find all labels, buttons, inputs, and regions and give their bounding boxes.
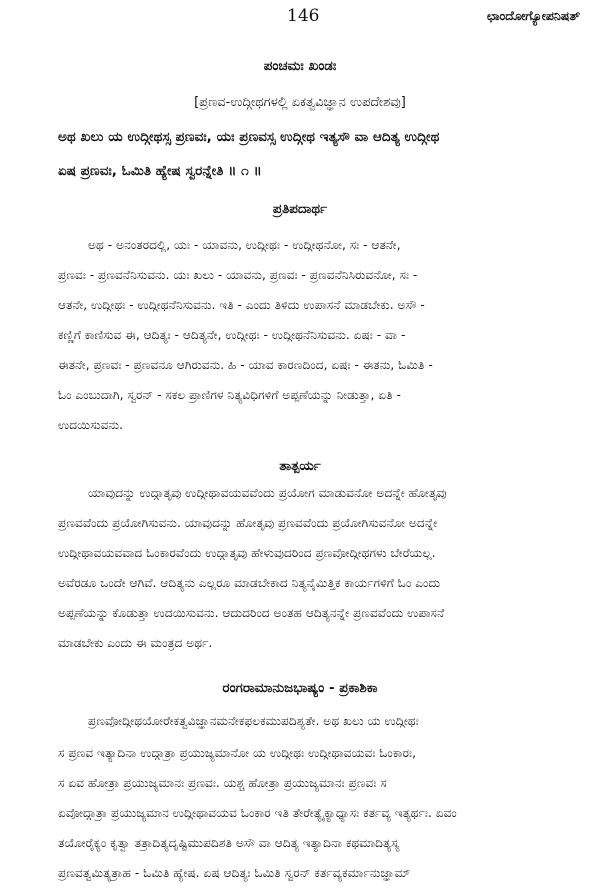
page-number: 146 <box>287 6 320 26</box>
mantra-line: ಏಷ ಪ್ರಣವಃ, ಓಮಿತಿ ಹ್ಯೇಷ ಸ್ವರನ್ನೇತಿ ॥ ೧ ॥ <box>58 163 262 179</box>
word-meaning-line: ಪ್ರಣವಃ - ಪ್ರಣವನೆನಿಸುವನು. ಯಃ ಖಲು - ಯಾವನು, ಪ್ರಣವಃ - ಪ್ರಣವನೆನಿಸಿರುವನೋ, ಸಃ - <box>58 268 418 282</box>
section-title: ಪಂಚಮಃ ಖಂಡಃ <box>263 58 337 74</box>
running-title: ಛಾಂದೋಗ್ಯೋಪನಿಷತ್ <box>487 8 580 23</box>
word-meaning-line: ಓಂ ಎಂಬುದಾಗಿ, ಸ್ವರನ್ - ಸಕಲ ಪ್ರಾಣಿಗಳ ನಿತ್ಯವಿಧಿಗಳಿಗೆ ಅಪ್ಪಣೆಯನ್ನು ನೀಡುತ್ತಾ, ಏತಿ - <box>58 388 401 402</box>
word-meaning-line: ಕಣ್ಣಿಗೆ ಕಾಣಿಸುವ ಈ, ಆದಿತ್ಯಃ - ಆದಿತ್ಯನೇ, ಉದ್ಗೀಥಃ - ಉದ್ಗೀಥನೆನಿಸುವನು. ಏಷಃ - ವಾ - <box>58 328 406 342</box>
purport-line: ಯಾವುದನ್ನು ಉದ್ಗಾತೃವು ಉದ್ಗೀಥಾವಯವವೆಂದು ಪ್ರಯೋಗ ಮಾಡುವನೋ ಅದನ್ನೇ ಹೋತೃವು <box>88 486 447 500</box>
commentary-line: ಏವೋದ್ಗಾತ್ರಾ ಪ್ರಯುಜ್ಯಮಾನ ಉದ್ಗೀಥಾವಯವ ಓಂಕಾರ ಇತಿ ತೇರೇತ್ಯೈಕ್ಯಾಧ್ಯಾಸಃ ಕರ್ತವ್ಯ ಇತ್ಯರ್ಥಃ. ಏವಂ <box>58 806 457 820</box>
purport-line: ಉದ್ಗೀಥಾವಯವವಾದ ಓಂಕಾರವೆಂದು ಉದ್ಗಾತೃವು ಹೇಳುವುದರಿಂದ ಪ್ರಣವೋದ್ಗೀಥಗಳು ಬೇರೆಯಲ್ಲ. <box>58 546 436 560</box>
commentary-line: ತಯೋರೈಕ್ಯಂ ಕೃತ್ವಾ ತತ್ರಾದಿತ್ಯದೃಷ್ಟಿಮುಪದಿಶತಿ ಅಸೌ ವಾ ಆದಿತ್ಯ ಇತ್ಯಾದಿನಾ ಕಥಮಾದಿತ್ಯಸ್ಯ <box>58 836 400 850</box>
word-meaning-line: ಉದಯಿಸುವನು. <box>58 418 123 432</box>
commentary-line: ಪ್ರಣವತ್ವಮಿತ್ಯತ್ರಾಹ - ಓಮಿತಿ ಹ್ಯೇಷ. ಏಷ ಆದಿತ್ಯಃ ಓಮಿತಿ ಸ್ವರನ್ ಕರ್ತವ್ಯಕರ್ಮಾನುಜ್ಞಾಮ್ <box>58 866 411 880</box>
commentary-line: ಪ್ರಣವೋದ್ಗೀಥಯೋರೇಕತ್ವವಿಜ್ಞಾನಮನೇಕಫಲಕಮುಪದಿಶ್ಯತೇ. ಅಥ ಖಲು ಯ ಉದ್ಗೀಥಃ <box>88 714 419 728</box>
commentary-line: ಸ ಏವ ಹೋತ್ರಾ ಪ್ರಯುಜ್ಯಮಾನಃ ಪ್ರಣವಃ. ಯಶ್ಚ ಹೋತ್ರಾ ಪ್ರಯುಜ್ಯಮಾನಃ ಪ್ರಣವಃ ಸ <box>58 776 387 790</box>
word-meaning-line: ಅಥ - ಅನಂತರದಲ್ಲಿ, ಯಃ - ಯಾವನು, ಉದ್ಗೀಥಃ - ಉದ್ಗೀಥನೋ, ಸಃ - ಆತನೇ, <box>88 238 401 252</box>
word-meaning-line: ಆತನೇ, ಉದ್ಗೀಥಃ - ಉದ್ಗೀಥನೆನಿಸುವನು. ಇತಿ - ಎಂದು ತಿಳಿದು ಉಪಾಸನೆ ಮಾಡಬೇಕು. ಅಸೌ - <box>58 298 425 312</box>
purport-line: ಮಾಡಬೇಕು ಎಂದು ಈ ಮಂತ್ರದ ಅರ್ಥ. <box>58 636 213 650</box>
mantra-line: ಅಥ ಖಲು ಯ ಉದ್ಗೀಥಸ್ಸ ಪ್ರಣವಃ, ಯಃ ಪ್ರಣವಸ್ಸ ಉದ್ಗೀಥ ಇತ್ಯಸೌ ವಾ ಆದಿತ್ಯ ಉದ್ಗೀಥ <box>58 129 440 145</box>
purport-line: ಅಪ್ಪಣೆಯನ್ನು ಕೊಡುತ್ತಾ ಉದಯಿಸುವನು. ಆದುದರಿಂದ ಅಂತಹ ಆದಿತ್ಯನನ್ನೇ ಪ್ರಣವವೆಂದು ಉಪಾಸನೆ <box>58 606 445 620</box>
word-meaning-heading: ಪ್ರತಿಪದಾರ್ಥ <box>272 201 328 217</box>
section-subtitle: [ಪ್ರಣವ-ಉದ್ಗೀಥಗಳಲ್ಲಿ ಏಕತ್ವವಿಜ್ಞಾನ ಉಪದೇಶವು] <box>194 95 406 110</box>
page-header <box>0 6 600 32</box>
purport-heading: ತಾತ್ಪರ್ಯ <box>279 458 321 474</box>
commentary-heading: ರಂಗರಾಮಾನುಜಭಾಷ್ಯಂ - ಪ್ರಕಾಶಿಕಾ <box>222 680 378 696</box>
purport-line: ಪ್ರಣವವೆಂದು ಪ್ರಯೋಗಿಸುವನು. ಯಾವುದನ್ನು ಹೋತೃವು ಪ್ರಣವವೆಂದು ಪ್ರಯೋಗಿಸುವನೋ ಅದನ್ನೇ <box>58 516 438 530</box>
commentary-line: ಸ ಪ್ರಣವ ಇತ್ಯಾದಿನಾ ಉದ್ಗಾತ್ರಾ ಪ್ರಯುಜ್ಯಮಾನೋ ಯ ಉದ್ಗೀಥಃ ಉದ್ಗೀಥಾವಯವಃ ಓಂಕಾರಃ, <box>58 746 416 760</box>
purport-line: ಅವೆರಡೂ ಒಂದೇ ಆಗಿವೆ. ಆದಿತ್ಯನು ಎಲ್ಲರೂ ಮಾಡಬೇಕಾದ ನಿತ್ಯನೈಮಿತ್ತಿಕ ಕಾರ್ಯಗಳಿಗೆ ಓಂ ಎಂದು <box>58 576 441 590</box>
word-meaning-line: ಈತನೇ, ಪ್ರಣವಃ - ಪ್ರಣವನೂ ಆಗಿರುವನು. ಹಿ - ಯಾವ ಕಾರಣದಿಂದ, ಏಷಃ - ಈತನು, ಓಮಿತಿ - <box>58 358 433 372</box>
